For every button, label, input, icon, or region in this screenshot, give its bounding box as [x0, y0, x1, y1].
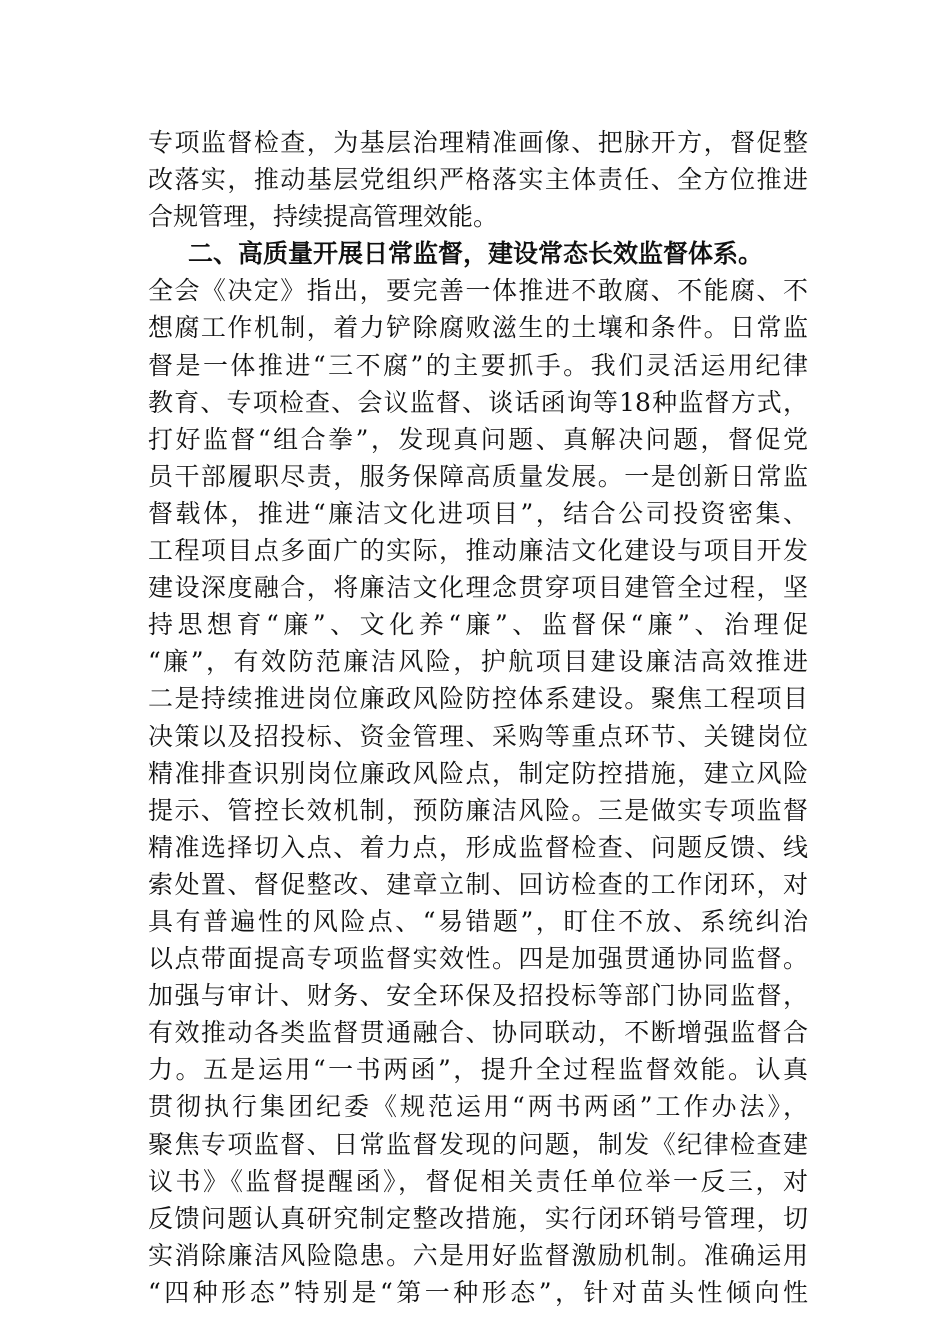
paragraph-line: 工程项目点多面广的实际，推动廉洁文化建设与项目开发 — [148, 536, 808, 566]
section-heading: 二、高质量开展日常监督，建设常态长效监督体系。 — [188, 239, 764, 269]
paragraph-line: 督载体，推进“廉洁文化进项目”，结合公司投资密集、 — [148, 498, 808, 528]
paragraph-line: 精准排查识别岗位廉政风险点，制定防控措施，建立风险 — [148, 758, 808, 788]
paragraph-line: 力。五是运用“一书两函”，提升全过程监督效能。认真 — [148, 1055, 808, 1085]
paragraph-line: 反馈问题认真研究制定整改措施，实行闭环销号管理，切 — [148, 1203, 808, 1233]
paragraph-line: 想腐工作机制，着力铲除腐败滋生的土壤和条件。日常监 — [148, 313, 808, 343]
paragraph-line: 改落实，推动基层党组织严格落实主体责任、全方位推进 — [148, 165, 808, 195]
paragraph-line: 精准选择切入点、着力点，形成监督检查、问题反馈、线 — [148, 832, 808, 862]
paragraph-line: 专项监督检查，为基层治理精准画像、把脉开方，督促整 — [148, 128, 808, 157]
paragraph-line: 加强与审计、财务、安全环保及招投标等部门协同监督， — [148, 981, 808, 1011]
paragraph-line: 索处置、督促整改、建章立制、回访检查的工作闭环，对 — [148, 869, 808, 899]
paragraph-line: 全会《决定》指出，要完善一体推进不敢腐、不能腐、不 — [148, 276, 808, 306]
paragraph-line: 议书》《监督提醒函》，督促相关责任单位举一反三，对 — [148, 1166, 808, 1196]
paragraph-line: 聚焦专项监督、日常监督发现的问题，制发《纪律检查建 — [148, 1129, 808, 1159]
paragraph-line: 具有普遍性的风险点、“易错题”，盯住不放、系统纠治 — [148, 906, 808, 936]
paragraph-line: 实消除廉洁风险隐患。六是用好监督激励机制。准确运用 — [148, 1240, 808, 1270]
paragraph-line: 员干部履职尽责，服务保障高质量发展。一是创新日常监 — [148, 461, 808, 491]
paragraph-line: 二是持续推进岗位廉政风险防控体系建设。聚焦工程项目 — [148, 684, 808, 714]
paragraph-line: 合规管理，持续提高管理效能。 — [148, 202, 499, 232]
paragraph-line: 建设深度融合，将廉洁文化理念贯穿项目建管全过程，坚 — [148, 573, 808, 603]
paragraph-line: 督是一体推进“三不腐”的主要抓手。我们灵活运用纪律 — [148, 350, 808, 380]
paragraph-line: “廉”，有效防范廉洁风险，护航项目建设廉洁高效推进 — [148, 647, 808, 677]
paragraph-line: “四种形态”特别是“第一种形态”，针对苗头性倾向性 — [148, 1277, 808, 1307]
paragraph-line: 决策以及招投标、资金管理、采购等重点环节、关键岗位 — [148, 721, 808, 751]
paragraph-line: 提示、管控长效机制，预防廉洁风险。三是做实专项监督 — [148, 795, 808, 825]
paragraph-line: 贯彻执行集团纪委《规范运用“两书两函”工作办法》， — [148, 1092, 808, 1122]
paragraph-line: 以点带面提高专项监督实效性。四是加强贯通协同监督。 — [148, 944, 808, 974]
paragraph-line: 打好监督“组合拳”，发现真问题、真解决问题，督促党 — [148, 424, 808, 454]
body-text — [148, 124, 808, 1311]
paragraph-line: 持思想育“廉”、文化养“廉”、监督保“廉”、治理促 — [148, 610, 808, 640]
paragraph-line: 教育、专项检查、会议监督、谈话函询等18种监督方式， — [148, 387, 808, 417]
paragraph-line: 有效推动各类监督贯通融合、协同联动，不断增强监督合 — [148, 1018, 808, 1048]
